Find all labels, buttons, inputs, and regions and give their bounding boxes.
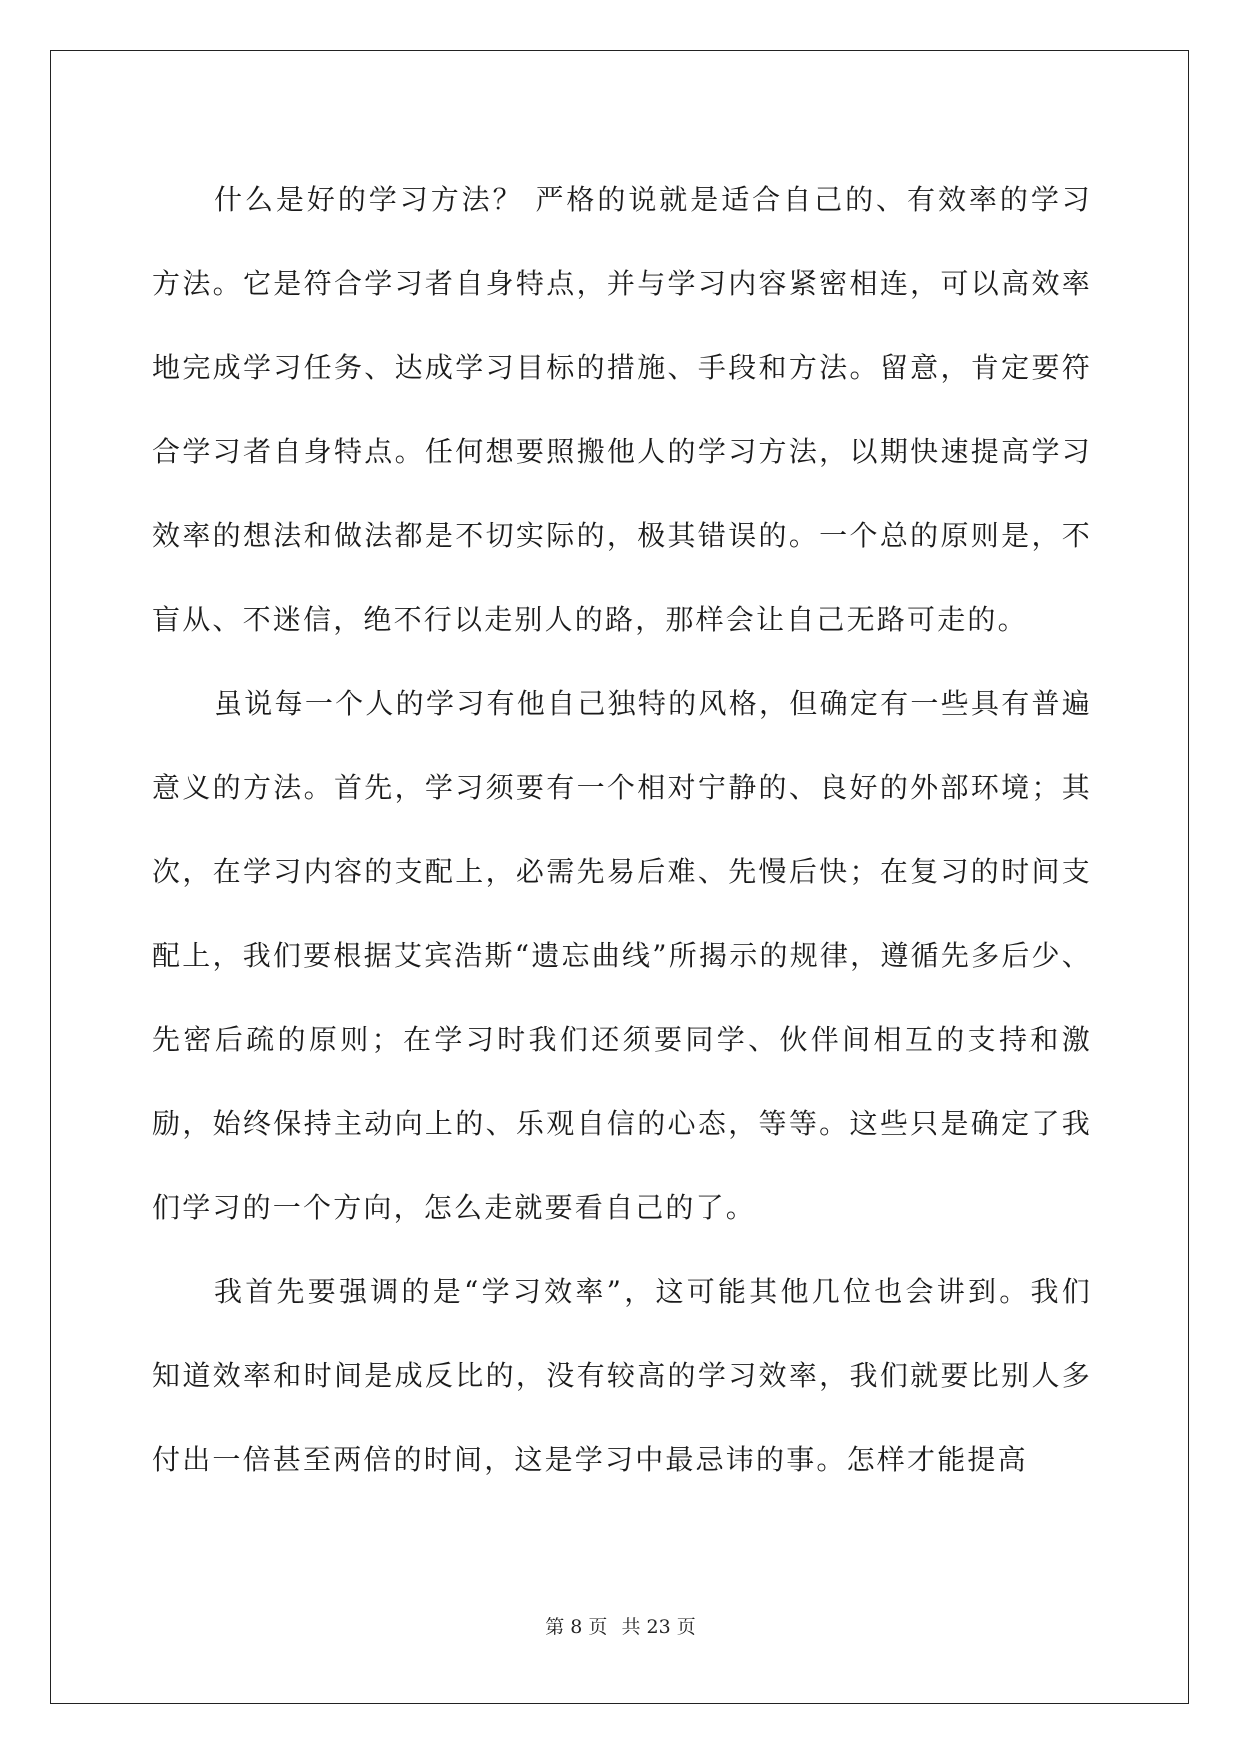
document-body: [152, 158, 1092, 1502]
paragraph-2: 虽说每一个人的学习有他自己独特的风格，但确定有一些具有普遍意义的方法。首先，学习须要有一个相对宁静的、良好的外部环境；其次，在学习内容的支配上，必需先易后难、先慢后快；在复习的时间支配上，我们要根据艾宾浩斯“遗忘曲线”所揭示的规律，遵循先多后少、先密后疏的原则；在学习时我们还须要同学、伙伴间相互的支持和激励，始终保持主动向上的、乐观自信的心态，等等。这些只是确定了我们学习的一个方向，怎么走就要看自己的了。: [152, 687, 1092, 1224]
page-number: 第 8 页: [545, 1616, 608, 1638]
paragraph-3: 我首先要强调的是“学习效率”，这可能其他几位也会讲到。我们知道效率和时间是成反比的，没有较高的学习效率，我们就要比别人多付出一倍甚至两倍的时间，这是学习中最忌讳的事。怎样才能提高: [152, 1275, 1092, 1476]
paragraph-1: 什么是好的学习方法？ 严格的说就是适合自己的、有效率的学习方法。它是符合学习者自身特点，并与学习内容紧密相连，可以高效率地完成学习任务、达成学习目标的措施、手段和方法。留意，肯定要符合学习者自身特点。任何想要照搬他人的学习方法，以期快速提高学习效率的想法和做法都是不切实际的，极其错误的。一个总的原则是，不盲从、不迷信，绝不行以走别人的路，那样会让自己无路可走的。: [152, 183, 1092, 636]
page-total: 共 23 页: [621, 1616, 696, 1638]
page-footer: [0, 1612, 1241, 1639]
